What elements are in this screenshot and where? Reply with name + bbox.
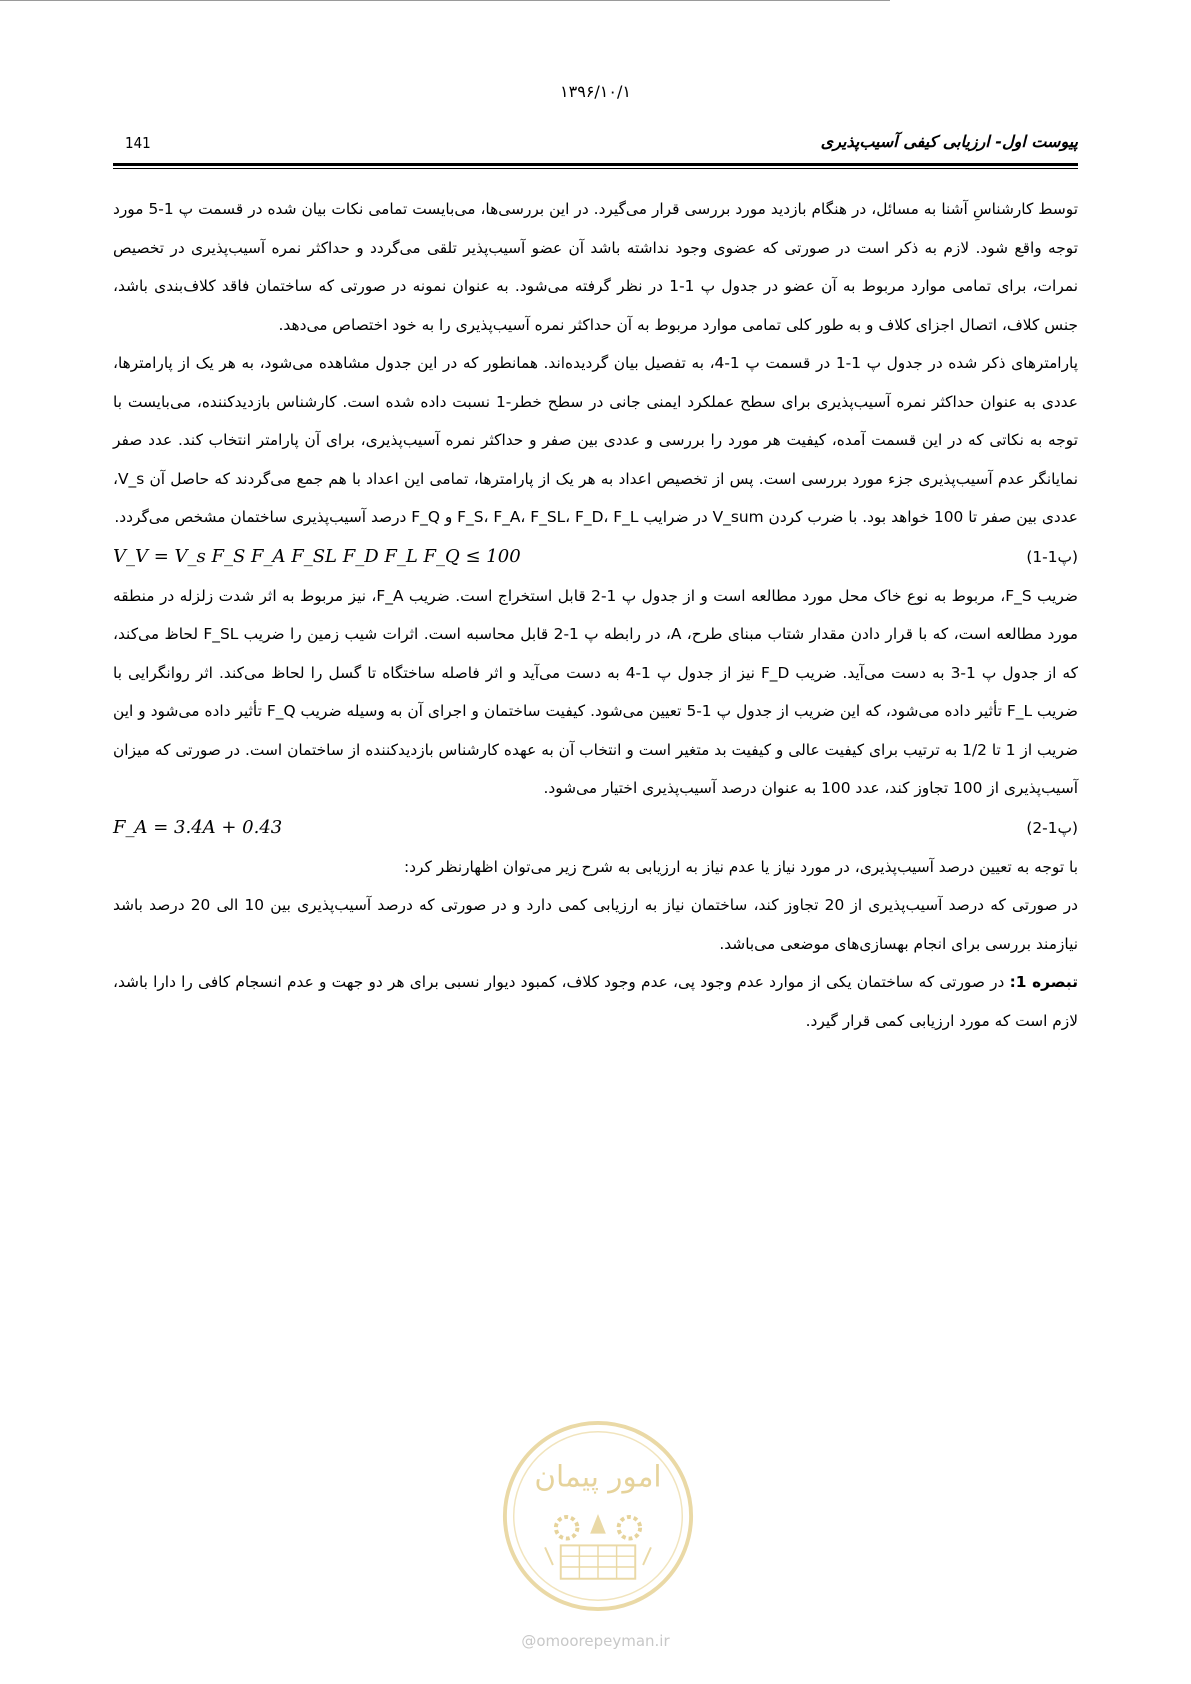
equation-2-formula: F_A = 3.4A + 0.43 <box>113 817 283 838</box>
body-text <box>113 190 1078 1040</box>
document-date: ۱۳۹۶/۱۰/۱ <box>560 82 631 101</box>
paragraph-2: پارامترهای ذکر شده در جدول پ 1-1 در قسمت پ 1-4، به تفصیل بیان گردیده‌اند. همانطور که در این جدول مشاهده می‌شود، به هر یک از پارامترها، عددی به عنوان حداکثر نمره آسیب‌پذیری برای سطح عملکرد ایمنی جانی در سطح خطر-1 نسبت داده شده است. کارشناس بازدیدکننده، می‌بایست با توجه به نکاتی که در این قسمت آمده، کیفیت هر مورد را بررسی و عددی بین صفر و حداکثر نمره آسیب‌پذیری، برای آن پارامتر انتخاب کند. عدد صفر نمایانگر عدم آسیب‌پذیری جزء مورد بررسی است. پس از تخصیص اعداد به هر یک از پارامترها، تمامی این اعداد با هم جمع می‌گردند که حاصل آن V_s، عددی بین صفر تا 100 خواهد بود. با ضرب کردن V_sum در ضرایب F_S، F_A، F_SL، F_D، F_L و F_Q درصد آسیب‌پذیری ساختمان مشخص می‌گردد. <box>113 354 1078 526</box>
equation-2 <box>113 808 1078 848</box>
note-1-label: تبصره 1: <box>1009 973 1078 991</box>
page-header <box>113 126 1078 156</box>
page-number: 141 <box>125 134 151 152</box>
header-rule-thin <box>113 168 1078 169</box>
watermark-url: @omoorepeyman.ir <box>521 1632 670 1650</box>
running-title: پیوست اول- ارزیابی کیفی آسیب‌پذیری <box>820 132 1078 151</box>
paragraph-3: ضریب F_S، مربوط به نوع خاک محل مورد مطالعه است و از جدول پ 1-2 قابل استخراج است. ضریب F_A، نیز مربوط به اثر شدت زلزله در منطقه مورد مطالعه است، که با قرار دادن مقدار شتاب مبنای طرح، A، در رابطه پ 1-2 قابل محاسبه است. اثرات شیب زمین را ضریب F_SL لحاظ می‌کند، که از جدول پ 1-3 به دست می‌آید. ضریب F_D نیز از جدول پ 1-4 به دست می‌آید و اثر فاصله ساختگاه تا گسل را لحاظ می‌کند. اثر روانگرایی با ضریب F_L تأثیر داده می‌شود، که این ضریب از جدول پ 1-5 تعیین می‌شود. کیفیت ساختمان و اجرای آن به وسیله ضریب F_Q تأثیر داده می‌شود و این ضریب از 1 تا 1/2 به ترتیب برای کیفیت عالی و کیفیت بد متغیر است و انتخاب آن به عهده کارشناس بازدیدکننده از ساختمان است. در صورتی که میزان آسیب‌پذیری از 100 تجاوز کند، عدد 100 به عنوان درصد آسیب‌پذیری اختیار می‌شود. <box>113 586 1079 797</box>
note-1-text: در صورتی که ساختمان یکی از موارد عدم وجود پی، عدم وجود کلاف، کمبود دیوار نسبی برای هر دو جهت و عدم انسجام کافی را دارا باشد، لازم است که مورد ارزیابی کمی قرار گیرد. <box>113 973 1078 1030</box>
watermark-seal-icon <box>500 1418 696 1614</box>
equation-1-formula: V_V = V_s F_S F_A F_SL F_D F_L F_Q ≤ 100 <box>113 546 521 567</box>
top-rule <box>0 0 890 1</box>
header-rule <box>113 163 1078 166</box>
equation-2-number: (پ1-2) <box>1026 818 1078 837</box>
equation-1-number: (پ1-1) <box>1026 547 1078 566</box>
note-1 <box>113 963 1078 1040</box>
paragraph-1: توسط کارشناسِ آشنا به مسائل، در هنگام بازدید مورد بررسی قرار می‌گیرد. در این بررسی‌ها، می‌بایست تمامی نکات بیان شده در قسمت پ 1-5 مورد توجه واقع شود. لازم به ذکر است در صورتی که عضوی وجود نداشته باشد آن عضو آسیب‌پذیر تلقی می‌گردد و حداکثر نمره آسیب‌پذیری در تخصیص نمرات، برای تمامی موارد مربوط به آن عضو در جدول پ 1-1 در نظر گرفته می‌شود. به عنوان نمونه در صورتی که ساختمان فاقد کلاف‌بندی باشد، جنس کلاف، اتصال اجزای کلاف و به طور کلی تمامی موارد مربوط به آن حداکثر نمره آسیب‌پذیری را به خود اختصاص می‌دهد. <box>113 200 1079 334</box>
watermark-seal-text: امور پیمان <box>534 1459 662 1494</box>
paragraph-4: با توجه به تعیین درصد آسیب‌پذیری، در مورد نیاز یا عدم نیاز به ارزیابی به شرح زیر می‌توان اظهارنظر کرد: <box>403 857 1078 876</box>
paragraph-5: در صورتی که درصد آسیب‌پذیری از 20 تجاوز کند، ساختمان نیاز به ارزیابی کمی دارد و در صورتی که درصد آسیب‌پذیری بین 10 الی 20 درصد باشد نیازمند بررسی برای انجام بهسازی‌های موضعی می‌باشد. <box>113 896 1078 953</box>
equation-1 <box>113 537 1078 577</box>
